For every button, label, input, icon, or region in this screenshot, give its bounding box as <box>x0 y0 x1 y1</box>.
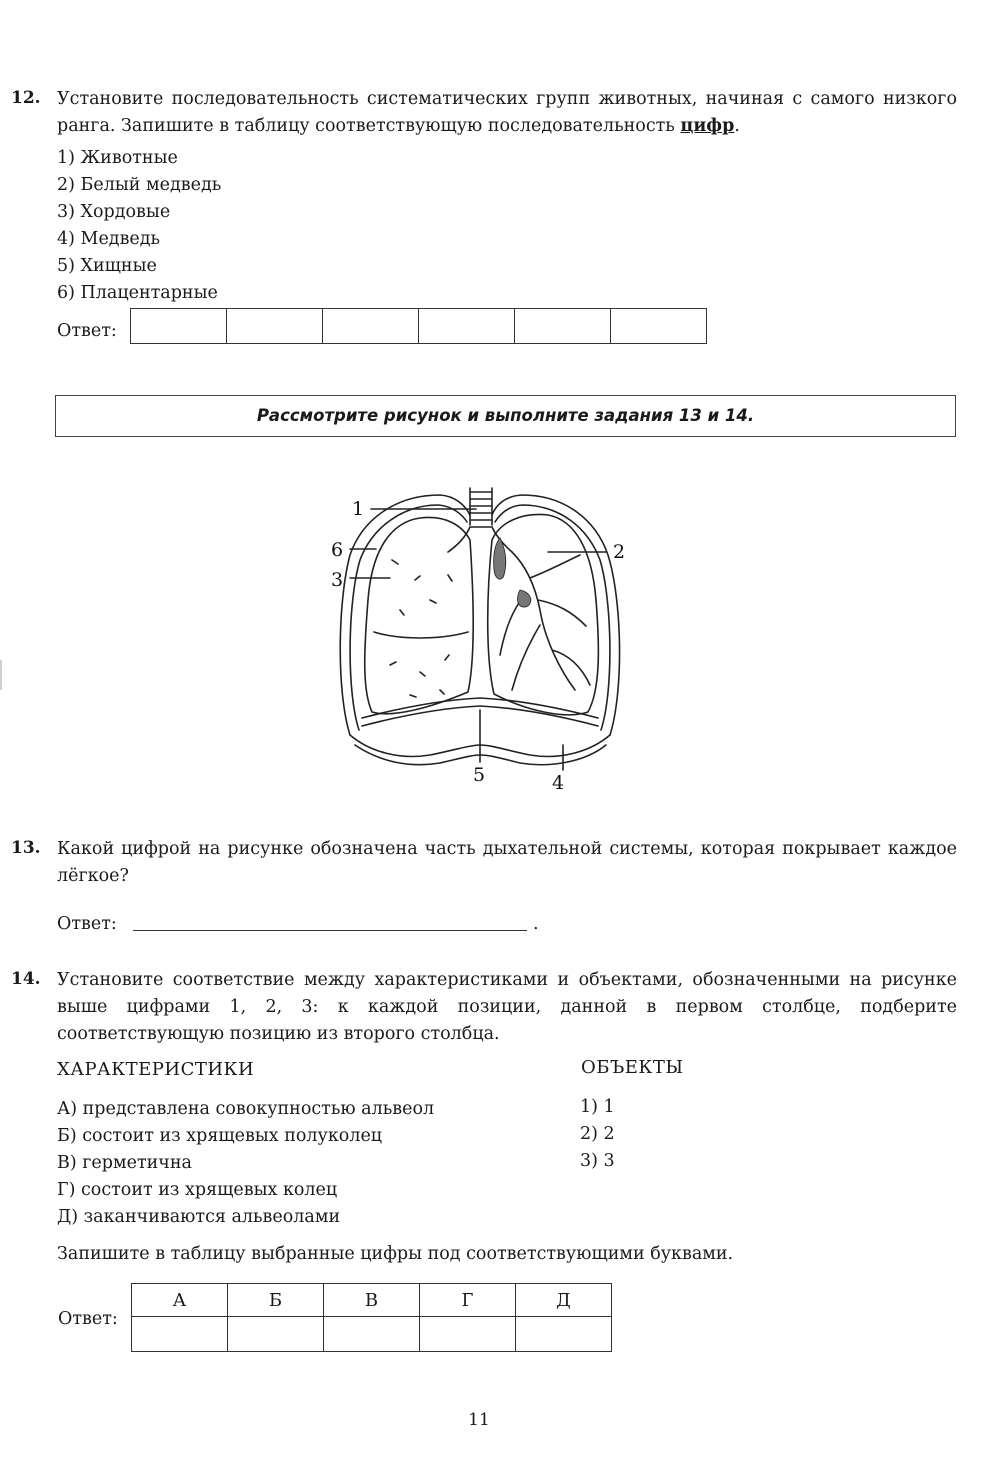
q14-text: Установите соответствие между характеристиками и объектами, обозначенными на рисунке выше цифрами 1, 2, 3: к каждой позиции, данной в первом столбце, подберите соответствующую позицию из второго столбца. <box>57 970 957 1044</box>
answer-cell[interactable] <box>420 1317 516 1352</box>
diagram-label-3: 3 <box>331 569 344 591</box>
q13-answer-line[interactable] <box>133 930 527 931</box>
page-number: 11 <box>468 1410 490 1430</box>
q14-object: 2) 2 <box>580 1124 615 1144</box>
q13-number: 13. <box>11 838 41 858</box>
q14-characteristic: Д) заканчиваются альвеолами <box>57 1207 341 1227</box>
q14-characteristic: А) представлена совокупностью альвеол <box>57 1099 435 1119</box>
diagram-label-5: 5 <box>473 764 486 786</box>
q13-text: Какой цифрой на рисунке обозначена часть дыхательной системы, которая покрывает каждое лёгкое? <box>57 839 957 886</box>
q12-option: 1) Животные <box>57 148 178 168</box>
q14-number: 14. <box>11 969 41 989</box>
q14-objects <box>580 1094 615 1175</box>
q14-instruction: Запишите в таблицу выбранные цифры под соответствующими буквами. <box>57 1244 734 1264</box>
outer-wall-right <box>492 495 620 735</box>
q14-col2-heading: ОБЪЕКТЫ <box>581 1057 684 1078</box>
q12-text-end: . <box>734 116 740 136</box>
q12-option: 2) Белый медведь <box>57 175 222 195</box>
q14-characteristic: В) герметична <box>57 1153 192 1173</box>
answer-cell[interactable] <box>228 1317 324 1352</box>
q13-answer-label: Ответ: <box>57 914 117 934</box>
diagram-label-1: 1 <box>352 498 365 520</box>
alveoli-texture <box>390 560 452 697</box>
bronchial-tree <box>500 552 590 690</box>
q14-col1-heading: ХАРАКТЕРИСТИКИ <box>57 1059 255 1080</box>
diagram-label-2: 2 <box>613 541 626 563</box>
q12-text-bold: цифр <box>680 116 735 136</box>
answer-cell[interactable] <box>132 1317 228 1352</box>
q14-characteristic: Б) состоит из хрящевых полуколец <box>57 1126 383 1146</box>
left-lung-outline <box>365 517 473 713</box>
q14-characteristic: Г) состоит из хрящевых колец <box>57 1180 338 1200</box>
letter-header: Д <box>516 1284 612 1317</box>
letter-header: Г <box>420 1284 516 1317</box>
letter-header: В <box>324 1284 420 1317</box>
q12-option: 6) Плацентарные <box>57 283 218 303</box>
q14-object: 3) 3 <box>580 1151 615 1171</box>
q12-text-main: Установите последовательность систематических групп животных, начиная с самого низкого ранга. Запишите в таблицу соответствующую последовательность <box>57 89 957 136</box>
left-lung-fissure <box>374 632 468 638</box>
q12-answer-label: Ответ: <box>57 321 117 341</box>
q13-answer-end: . <box>533 914 539 934</box>
q12-option: 4) Медведь <box>57 229 161 249</box>
q12-option: 5) Хищные <box>57 256 157 276</box>
instruction-banner: Рассмотрите рисунок и выполните задания 13 и 14. <box>55 395 956 437</box>
vessel-dark-2 <box>518 590 531 607</box>
q14-answer-label: Ответ: <box>58 1309 118 1329</box>
letter-header: А <box>132 1284 228 1317</box>
diagram-label-4: 4 <box>552 772 565 794</box>
q12-number: 12. <box>11 88 41 108</box>
inner-wall-right <box>495 505 610 730</box>
diagram-label-6: 6 <box>331 539 344 561</box>
answer-cell[interactable] <box>516 1317 612 1352</box>
q14-answer-table <box>131 1283 612 1352</box>
q12-option: 3) Хордовые <box>57 202 171 222</box>
answer-cell[interactable] <box>324 1317 420 1352</box>
letter-header: Б <box>228 1284 324 1317</box>
q14-object: 1) 1 <box>580 1097 615 1117</box>
q14-characteristics <box>57 1096 434 1231</box>
